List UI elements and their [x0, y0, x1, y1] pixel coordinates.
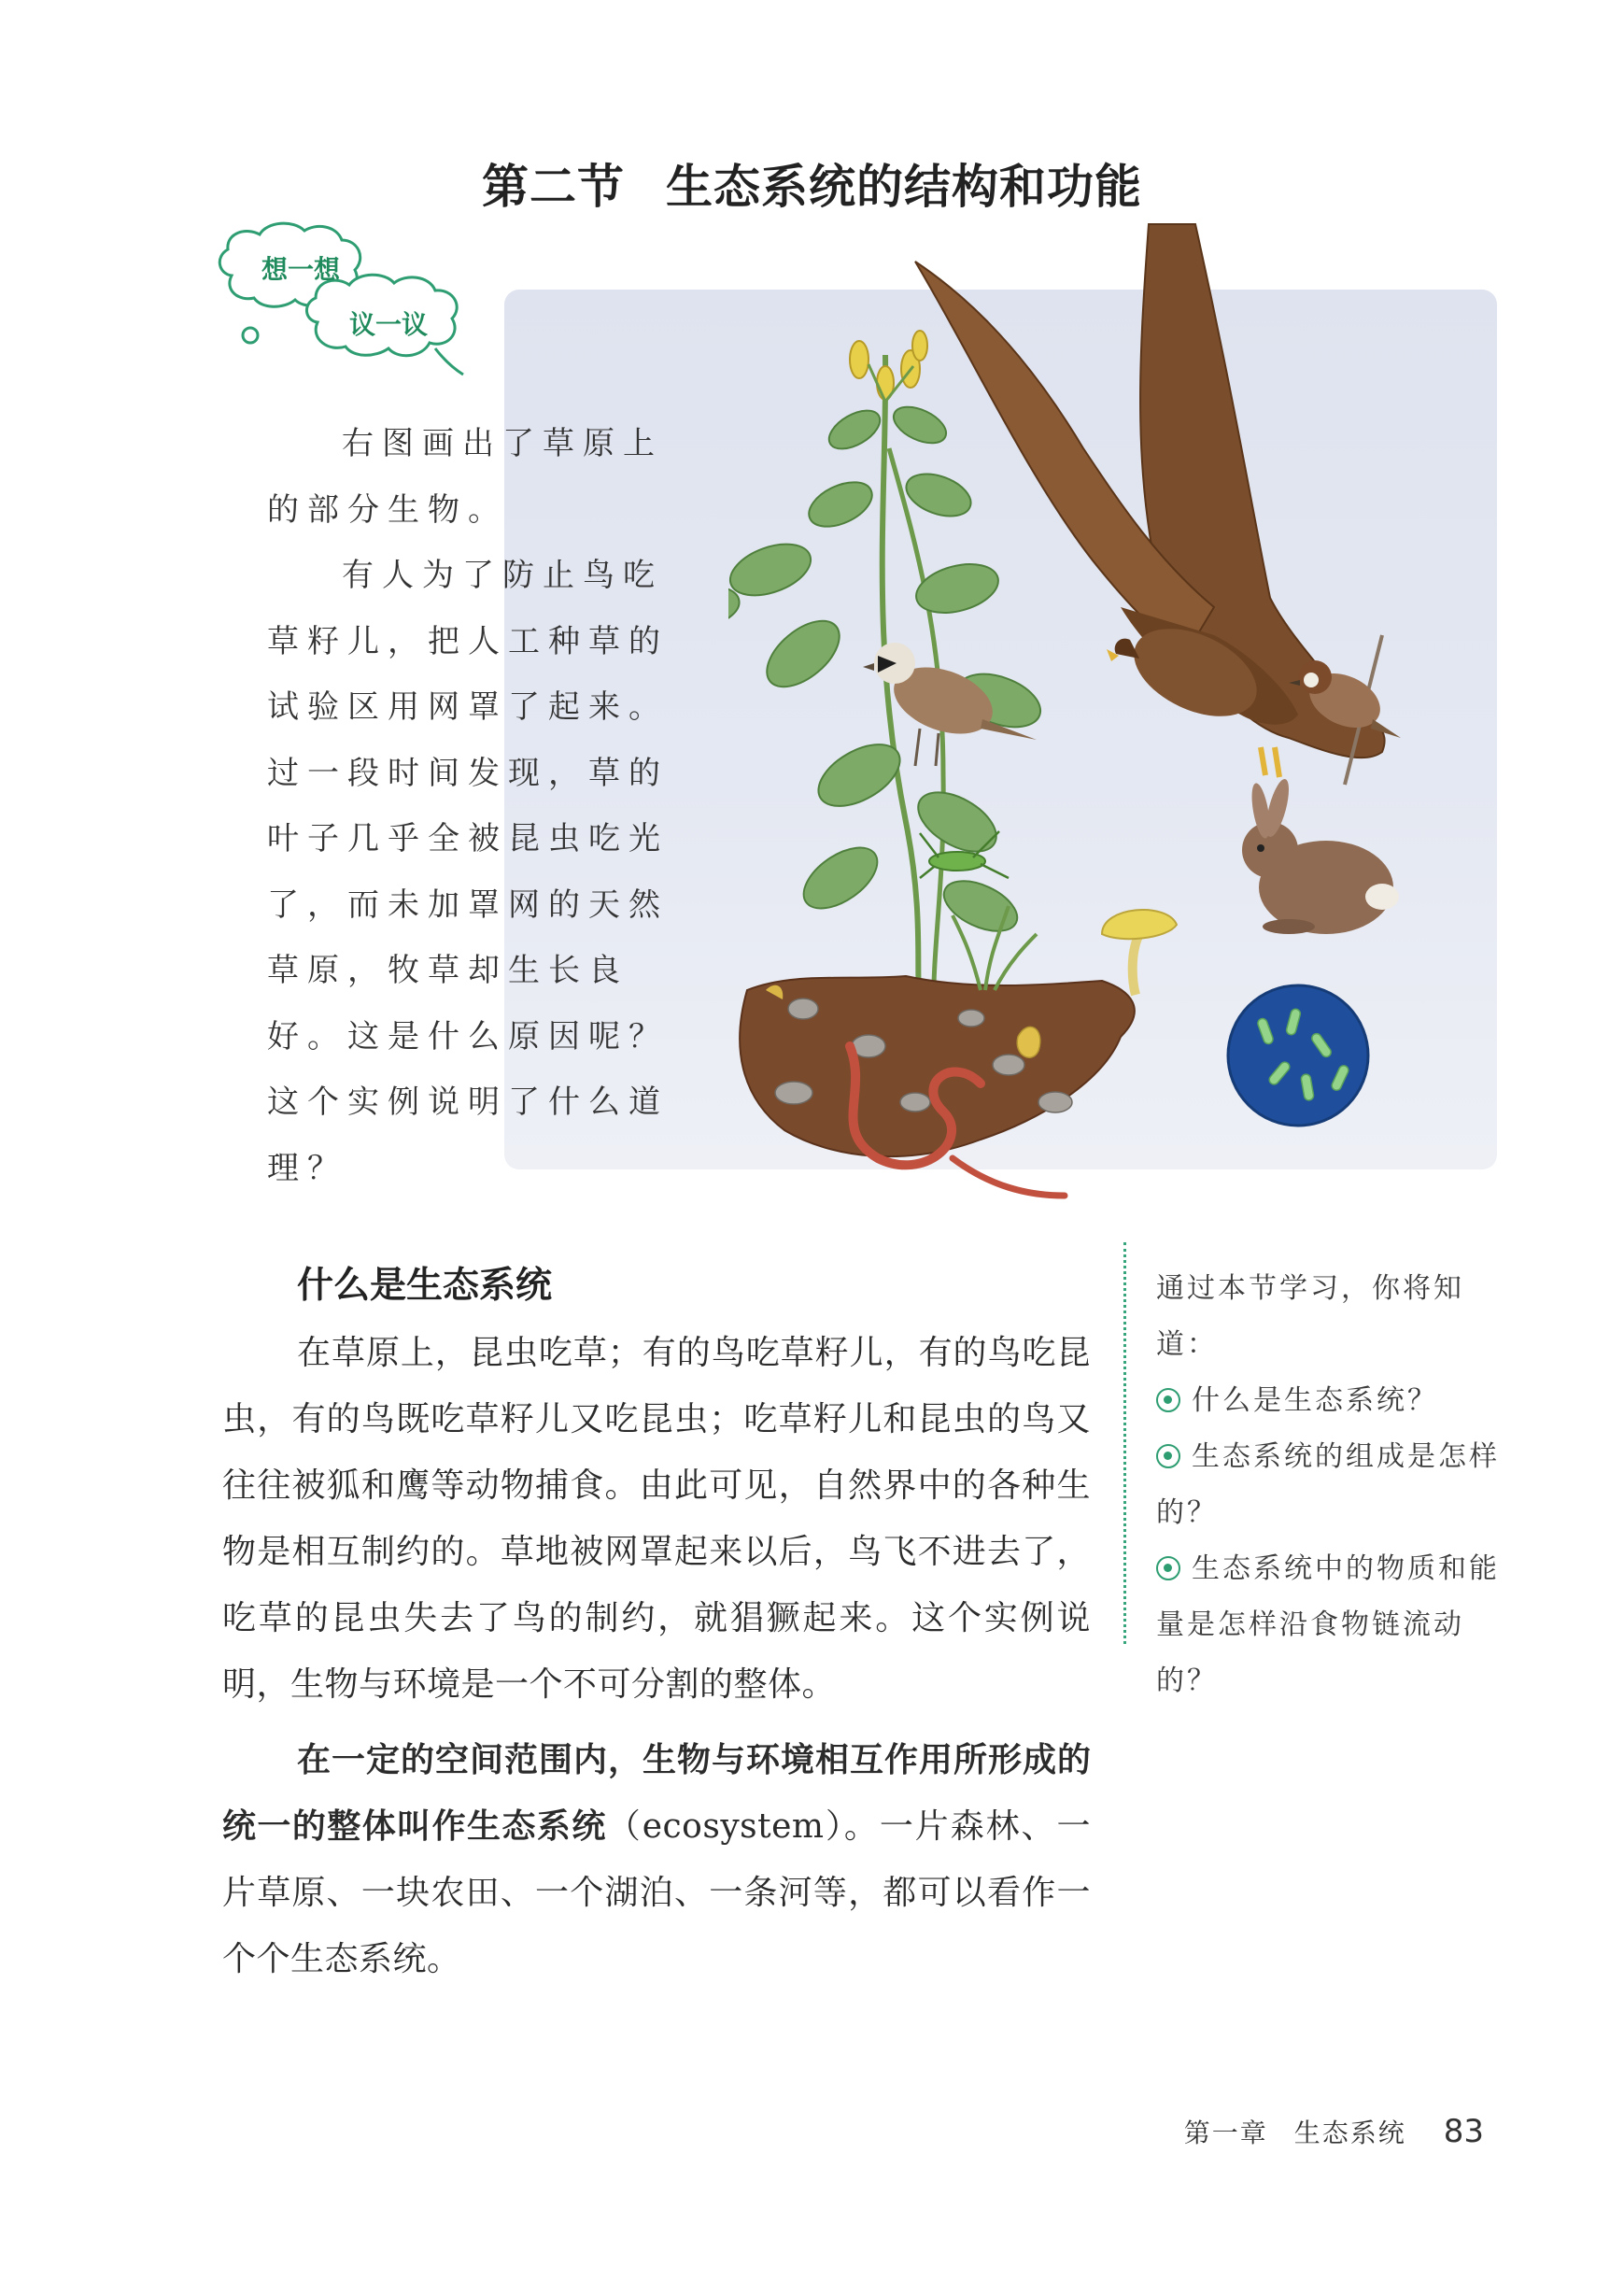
- bullet-icon: [1156, 1444, 1180, 1468]
- objective-item: 什么是生态系统？: [1156, 1373, 1502, 1429]
- bullet-icon: [1156, 1388, 1180, 1412]
- section-title: [0, 149, 1624, 217]
- mushroom-icon: [1102, 910, 1177, 995]
- chapter-title: 生态系统: [1293, 2118, 1406, 2148]
- think-label: 想一想: [261, 254, 341, 285]
- discuss-label: 议一议: [349, 309, 429, 340]
- soil-icon: [740, 976, 1135, 1156]
- bacteria-icon: [1228, 985, 1368, 1126]
- objective-item: 生态系统中的物质和能量是怎样沿食物链流动的？: [1156, 1552, 1500, 1697]
- learning-objectives: [1156, 1261, 1502, 1709]
- page-number: 83: [1443, 2113, 1484, 2150]
- objective-item: 生态系统的组成是怎样的？: [1156, 1440, 1500, 1529]
- bullet-icon: [1156, 1556, 1180, 1580]
- intro-text: [267, 411, 674, 1201]
- main-body-text: [222, 1320, 1091, 1992]
- subsection-heading: 什么是生态系统: [297, 1265, 553, 1307]
- intro-paragraph: 右图画出了草原上的部分生物。: [267, 425, 663, 529]
- intro-paragraph: 有人为了防止鸟吃草籽儿，把人工种草的试验区用网罩了起来。过一段时间发现，草的叶子几乎全被昆虫吃光了，而未加罩网的天然草原，牧草却生长良好。这是什么原因呢？这个实例说明了什么道理？: [267, 557, 669, 1187]
- definition-bold: 在一定的空间范围内，生物与环境相互作用所形成的统一的整体叫作生态系统: [222, 1741, 1091, 1846]
- definition-rest: （ecosystem）。一片森林、一片草原、一块农田、一个湖泊、一条河等，都可以看作一个个生态系统。: [222, 1807, 1091, 1978]
- definition-paragraph: [222, 1727, 1091, 1992]
- sidebar-divider: [1123, 1242, 1126, 1644]
- grassland-illustration: [728, 168, 1569, 1252]
- page-footer: [1184, 2113, 1484, 2150]
- section-title-text: 生态系统的结构和功能: [666, 160, 1142, 214]
- think-discuss-bubbles: [213, 220, 512, 388]
- body-paragraph: 在草原上，昆虫吃草；有的鸟吃草籽儿，有的鸟吃昆虫，有的鸟既吃草籽儿又吃昆虫；吃草籽儿和昆虫的鸟又往往被狐和鹰等动物捕食。由此可见，自然界中的各种生物是相互制约的。草地被网罩起来以后，鸟飞不进去了，吃草的昆虫失去了鸟的制约，就猖獗起来。这个实例说明，生物与环境是一个不可分割的整体。: [222, 1334, 1091, 1704]
- objectives-intro: 通过本节学习，你将知道：: [1156, 1272, 1464, 1361]
- rabbit-icon: [1242, 777, 1399, 934]
- section-number: 第二节: [482, 160, 625, 214]
- chapter-label: 第一章: [1183, 2118, 1268, 2148]
- speech-cloud-icon: [213, 220, 512, 388]
